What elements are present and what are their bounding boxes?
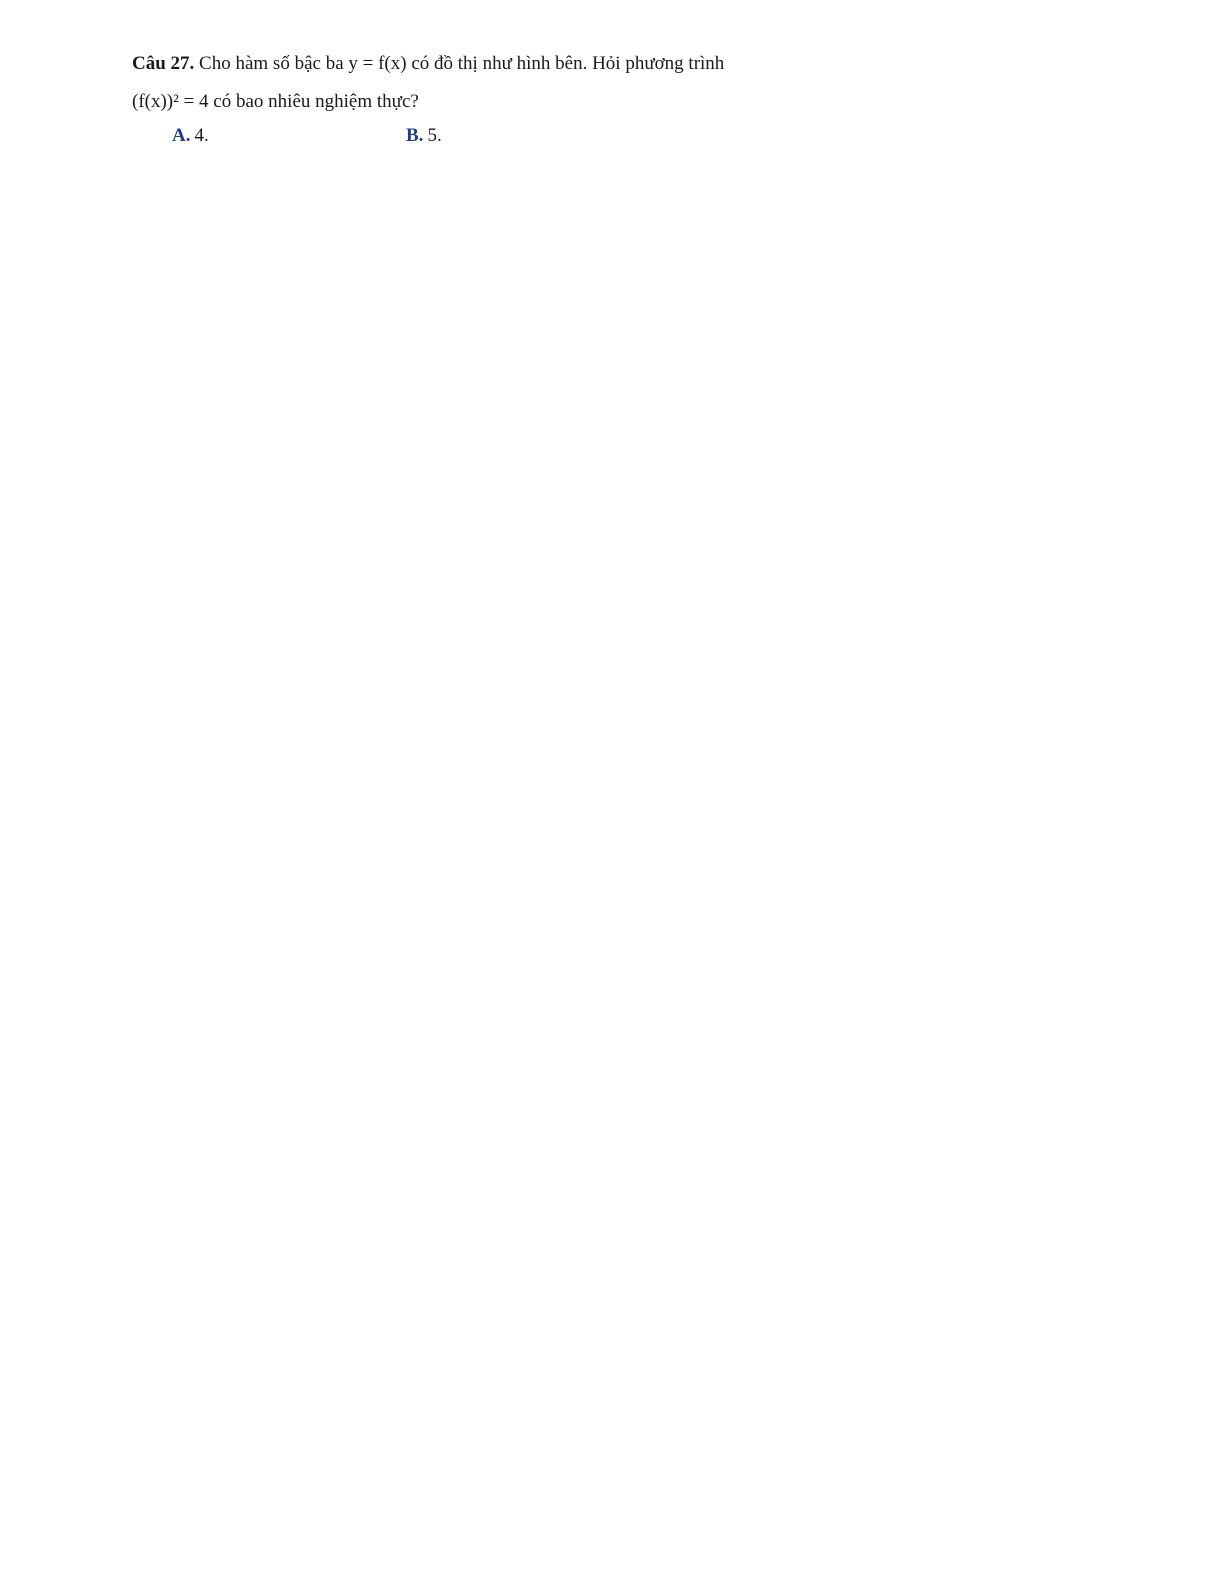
question-number: Câu 27.: [132, 53, 195, 74]
question-27: [132, 50, 892, 150]
option-a[interactable]: A. 4.: [172, 125, 209, 146]
question-text: Cho hàm số bậc ba y = f(x) có đồ thị như hình bên. Hỏi phương trình: [199, 53, 725, 74]
options-row: [132, 122, 892, 150]
option-b[interactable]: B. 5.: [406, 125, 442, 146]
question-text-line2: (f(x))² = 4 có bao nhiêu nghiệm thực?: [132, 91, 419, 112]
